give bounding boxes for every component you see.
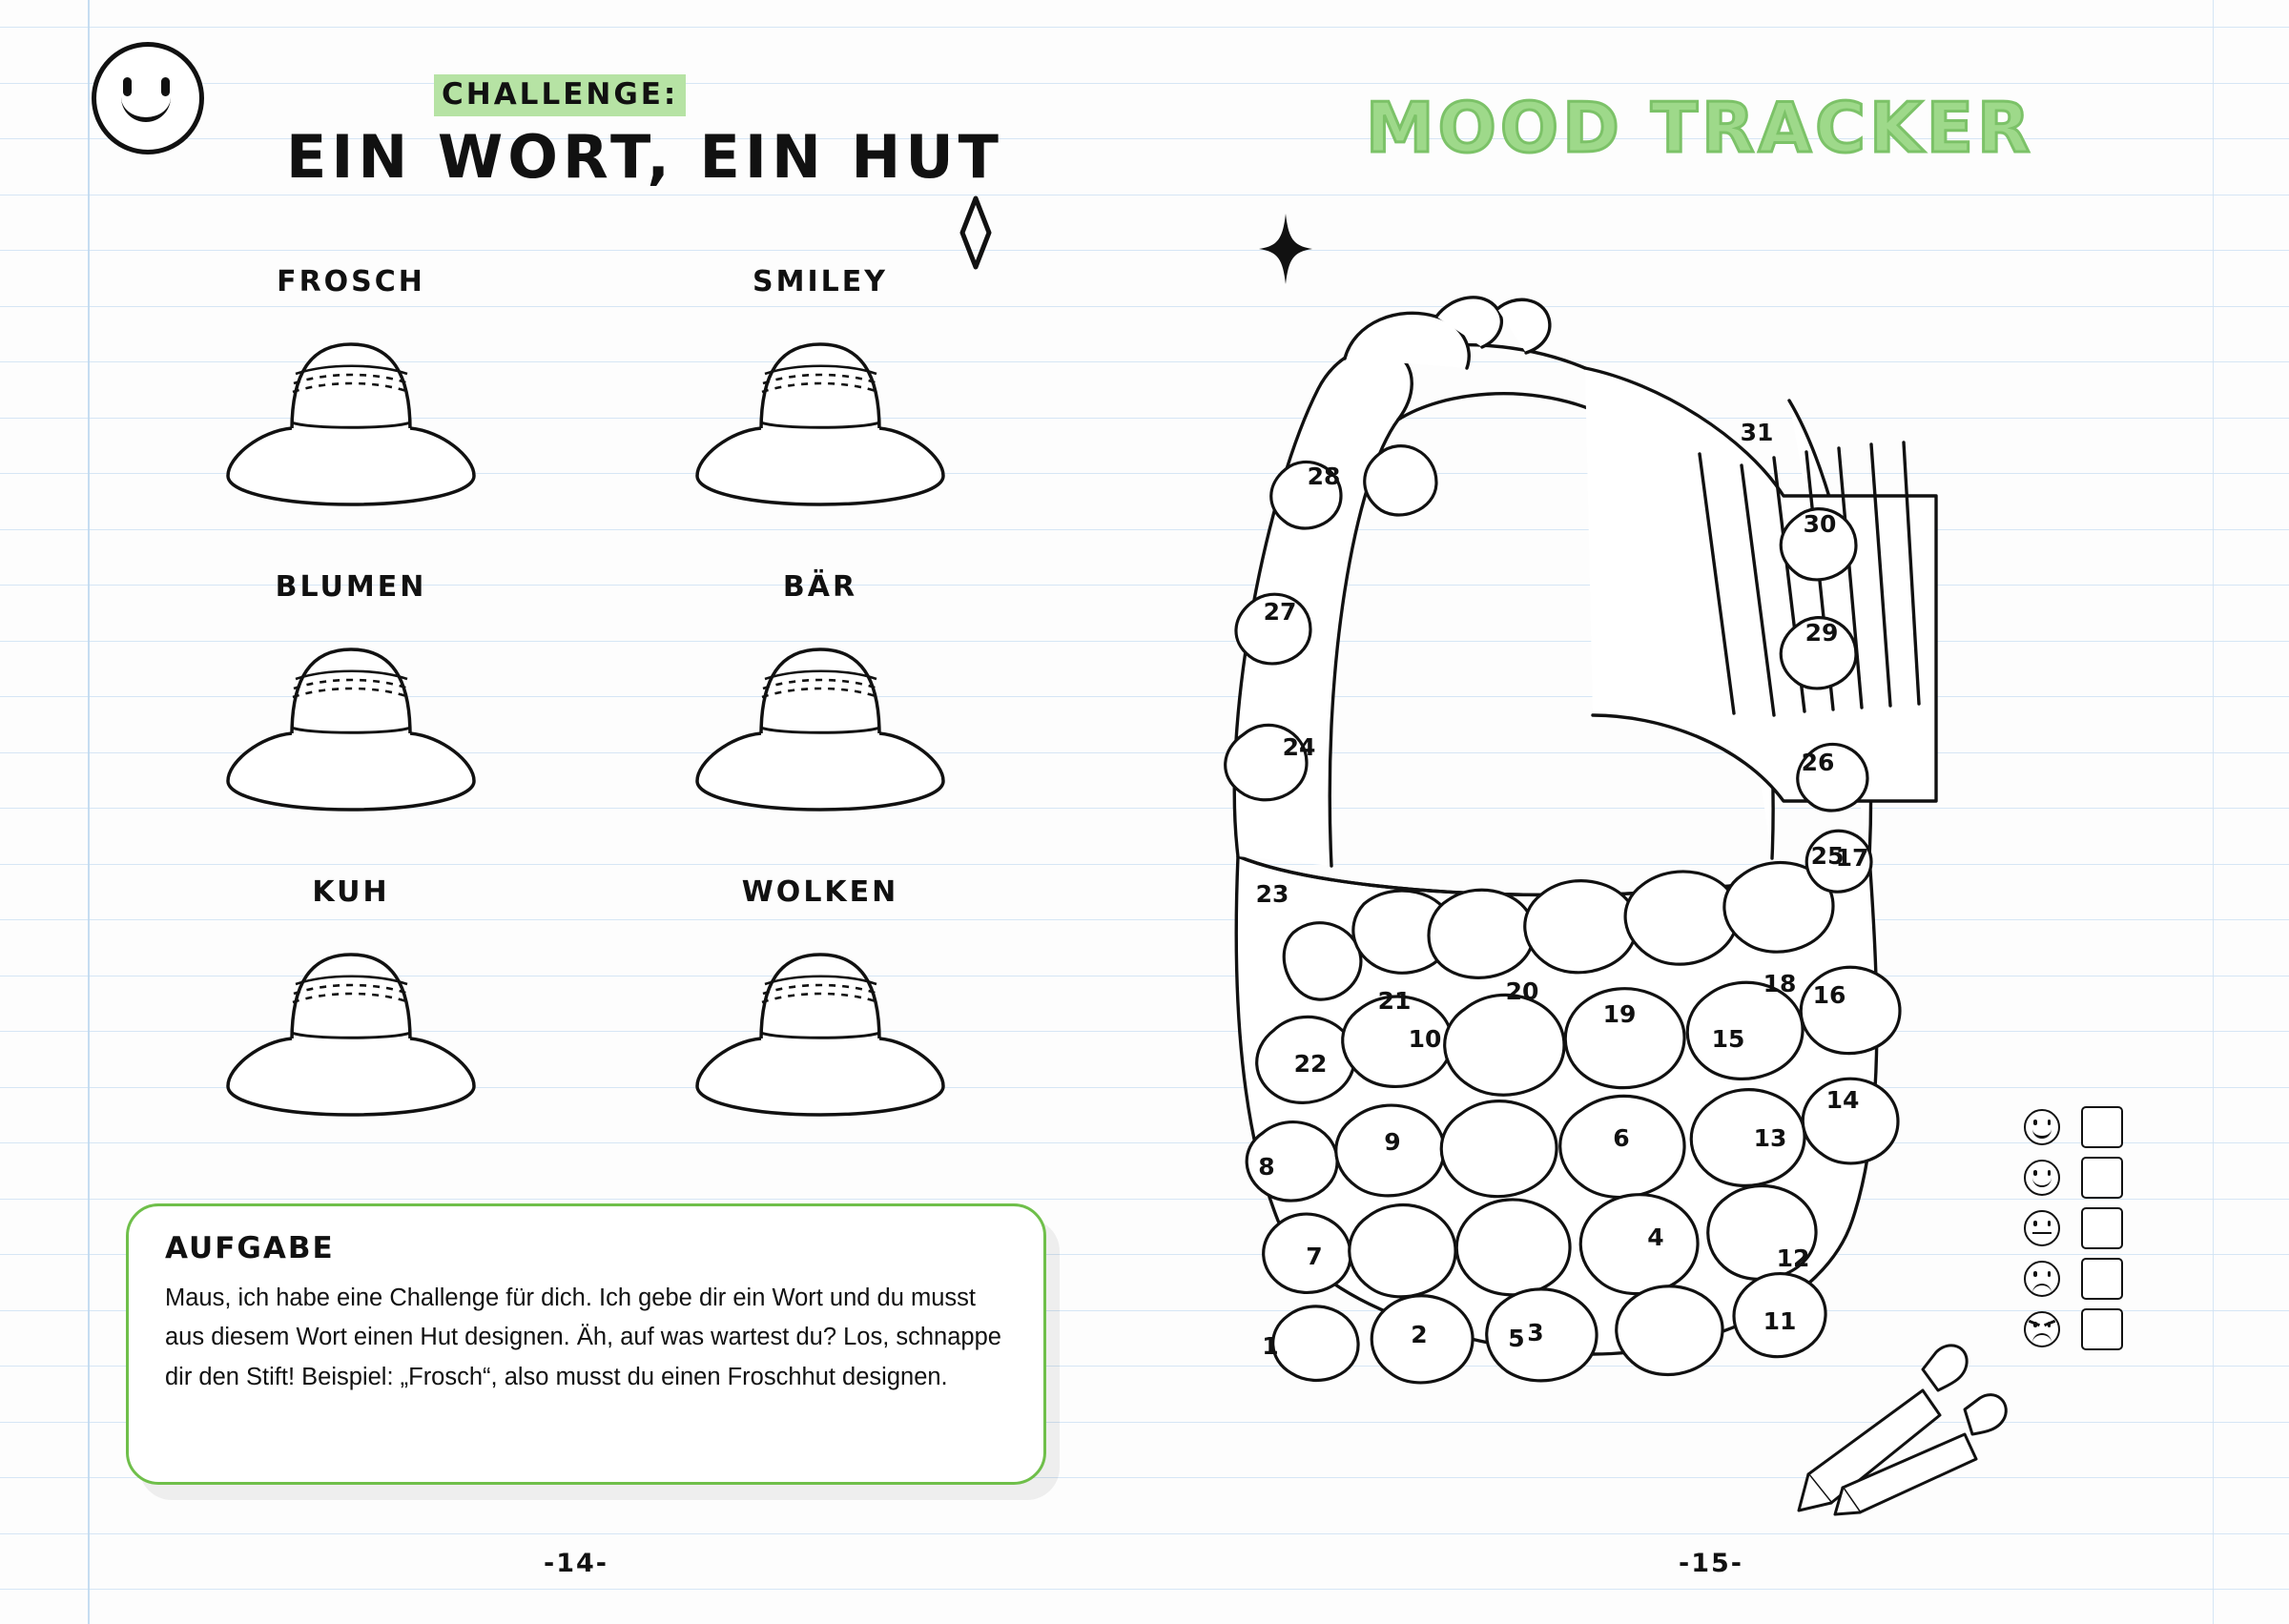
- mood-checkbox[interactable]: [2081, 1308, 2123, 1350]
- hat-label: SMILEY: [753, 265, 888, 298]
- svg-text:5: 5: [1508, 1325, 1525, 1352]
- svg-text:8: 8: [1258, 1153, 1275, 1181]
- legend-item[interactable]: [2024, 1253, 2153, 1304]
- rule-line: [0, 83, 2289, 84]
- very-happy-face-icon: [2024, 1109, 2060, 1145]
- smiley-icon: [92, 42, 204, 154]
- svg-text:14: 14: [1825, 1086, 1860, 1114]
- svg-text:31: 31: [1740, 419, 1774, 446]
- svg-text:4: 4: [1647, 1223, 1664, 1251]
- svg-text:10: 10: [1408, 1025, 1442, 1053]
- task-heading: AUFGABE: [165, 1231, 335, 1265]
- tote-bag-illustration: [1211, 267, 1974, 1454]
- margin-line: [2213, 0, 2214, 1624]
- svg-text:29: 29: [1804, 619, 1839, 647]
- page-title: EIN WORT, EIN HUT: [286, 122, 1003, 192]
- svg-text:12: 12: [1776, 1244, 1810, 1272]
- sparkle-outline-icon: [944, 195, 1007, 270]
- svg-text:23: 23: [1255, 880, 1289, 908]
- angry-face-icon: [2024, 1311, 2060, 1347]
- hat-item: [194, 875, 508, 1124]
- mood-tracker-title: MOOD TRACKER: [1366, 88, 2034, 168]
- bucket-hat-outline-icon: [672, 609, 968, 819]
- hat-label: BLUMEN: [275, 570, 427, 604]
- page-number-right: -15-: [1679, 1549, 1743, 1578]
- hat-label: BÄR: [782, 570, 858, 604]
- hat-item: [663, 265, 978, 514]
- svg-text:11: 11: [1763, 1307, 1797, 1335]
- bucket-hat-outline-icon: [672, 915, 968, 1124]
- svg-text:27: 27: [1263, 598, 1297, 626]
- svg-text:28: 28: [1307, 463, 1341, 490]
- svg-text:1: 1: [1262, 1332, 1279, 1360]
- mood-checkbox[interactable]: [2081, 1258, 2123, 1300]
- legend-item[interactable]: [2024, 1101, 2153, 1152]
- svg-text:24: 24: [1282, 733, 1316, 761]
- svg-text:20: 20: [1505, 977, 1539, 1005]
- task-card: [126, 1203, 1046, 1485]
- svg-text:7: 7: [1306, 1243, 1323, 1270]
- task-body: Maus, ich habe eine Challenge für dich. Ich gebe dir ein Wort und du musst aus diesem Wort einen Hut designen. Äh, auf was wartest du? Los, schnappe dir den Stift! Beispiel: „Frosch“, also musst du einen Froschhut designen.: [165, 1285, 1001, 1390]
- rule-line: [0, 1589, 2289, 1590]
- legend-item[interactable]: [2024, 1203, 2153, 1253]
- sad-face-icon: [2024, 1261, 2060, 1297]
- svg-text:15: 15: [1711, 1025, 1745, 1053]
- mood-checkbox[interactable]: [2081, 1157, 2123, 1199]
- svg-text:26: 26: [1801, 749, 1835, 776]
- hat-label: WOLKEN: [741, 875, 899, 909]
- mood-checkbox[interactable]: [2081, 1207, 2123, 1249]
- bucket-hat-outline-icon: [203, 609, 499, 819]
- hat-item: [663, 570, 978, 819]
- bucket-hat-outline-icon: [672, 304, 968, 514]
- smiley-mouth: [121, 89, 171, 122]
- hat-item: [194, 265, 508, 514]
- svg-text:18: 18: [1763, 970, 1797, 997]
- svg-text:25: 25: [1810, 842, 1845, 870]
- bucket-hat-outline-icon: [203, 304, 499, 514]
- brush-and-pen-icon: [1793, 1335, 2022, 1521]
- svg-text:13: 13: [1753, 1124, 1787, 1152]
- challenge-kicker: CHALLENGE:: [434, 74, 686, 116]
- hat-item: [194, 570, 508, 819]
- rule-line: [0, 1533, 2289, 1534]
- rule-line: [0, 250, 2289, 251]
- bucket-hat-outline-icon: [203, 915, 499, 1124]
- svg-text:6: 6: [1613, 1124, 1630, 1152]
- svg-text:21: 21: [1377, 987, 1412, 1015]
- mood-checkbox[interactable]: [2081, 1106, 2123, 1148]
- legend-item[interactable]: [2024, 1304, 2153, 1354]
- svg-text:17: 17: [1835, 844, 1869, 872]
- hat-label: FROSCH: [277, 265, 425, 298]
- happy-face-icon: [2024, 1160, 2060, 1196]
- legend-item[interactable]: [2024, 1152, 2153, 1203]
- svg-text:9: 9: [1384, 1128, 1401, 1156]
- neutral-face-icon: [2024, 1210, 2060, 1246]
- mood-legend: [2024, 1101, 2153, 1354]
- hat-item: [663, 875, 978, 1124]
- margin-line: [88, 0, 90, 1624]
- hat-label: KUH: [312, 875, 390, 909]
- svg-text:30: 30: [1803, 510, 1837, 538]
- page-number-left: -14-: [544, 1549, 608, 1578]
- svg-text:22: 22: [1293, 1050, 1328, 1078]
- svg-text:19: 19: [1602, 1000, 1637, 1028]
- svg-text:3: 3: [1527, 1319, 1544, 1346]
- rule-line: [0, 27, 2289, 28]
- svg-text:2: 2: [1411, 1321, 1428, 1348]
- svg-text:16: 16: [1812, 981, 1846, 1009]
